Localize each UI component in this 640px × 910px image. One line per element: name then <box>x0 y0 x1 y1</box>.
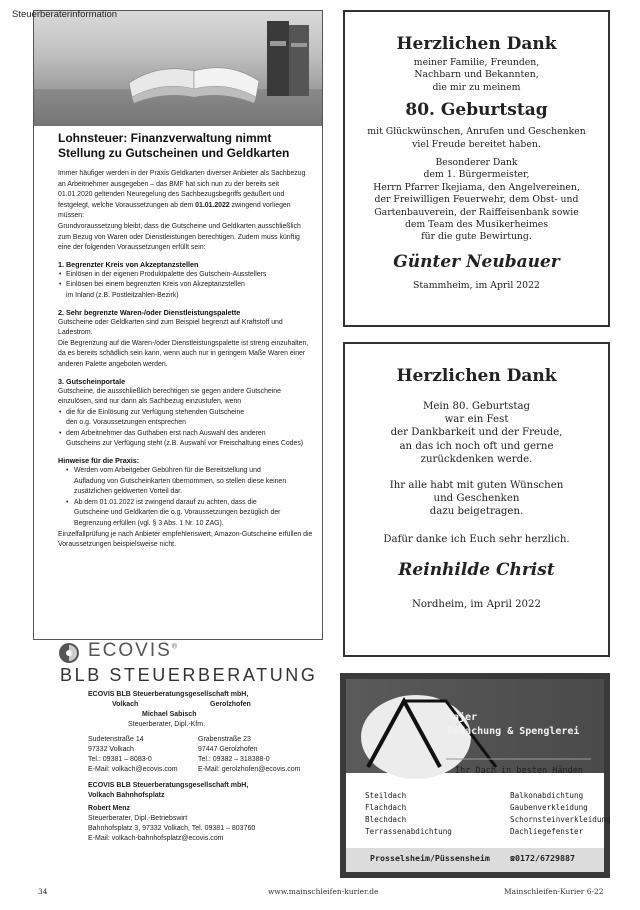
dank1-line: Nachbarn und Bekannten, <box>414 69 539 81</box>
intro-date: 01.01.2022 <box>195 201 230 209</box>
section-1-title: 1. Begrenzter Kreis von Akzeptanzstellen <box>58 259 199 269</box>
company-name-2: ECOVIS BLB Steuerberatungsgesellschaft mbH, <box>88 782 249 789</box>
location-gerolzhofen: Gerolzhofen <box>210 701 251 708</box>
section-1-bullet-1: • Einlösen in der eigenen Produktpalette des Gutschein-Ausstellers <box>58 270 313 281</box>
hajer-company-name: Hajer Bedachung & Spenglerei <box>447 712 580 737</box>
contact-person-2-address: Bahnhofsplatz 3, 97332 Volkach, Tel. 09381 – 803760 <box>88 825 256 832</box>
tax-header-image <box>34 11 322 126</box>
service-item: Steildach <box>365 791 407 800</box>
blb-steuerberatung-title: BLB STEUERBERATUNG <box>60 665 318 685</box>
service-item: Schornsteinverkleidung <box>510 815 611 824</box>
hajer-services-left <box>365 790 452 838</box>
dank2-line: an das ich noch oft und gerne <box>399 440 554 452</box>
hint-bullet-1: • Werden vom Arbeitgeber Gebühren für die Bereitstellung und <box>58 466 313 477</box>
service-item: Gaubenverkleidung <box>510 803 588 812</box>
tax-intro-2: Grundvoraussetzung bleibt, dass die Gutscheine und Geldkarten ausschließlich zum Bezug von Waren oder Dienstleistungen berechtigen. Zudem muss künftig eine der folgenden Voraussetzungen erfüllt sein: <box>58 222 301 252</box>
dank1-line: Besonderer Dank <box>435 157 518 169</box>
dank2-line: dazu beigetragen. <box>429 506 524 518</box>
footer-url[interactable]: www.mainschleifen-kurier.de <box>268 887 379 896</box>
hint-bullet-2: • Ab dem 01.01.2022 ist zwingend darauf zu achten, dass die <box>58 498 313 509</box>
dank2-title: Herzlichen Dank <box>396 366 557 386</box>
dank2-line: der Dankbarkeit und der Freude, <box>390 427 563 439</box>
hint-bullet-1-cont: Aufladung von Gutscheinkarten übernommen, so stellen diese keinen zusätzlichen geldwerten Vorteil dar. <box>74 477 287 496</box>
section-1-bullet-2: • Einlösen bei einem begrenzten Kreis von Akzeptanzstellen <box>58 280 313 291</box>
dank1-line: für die gute Bewirtung. <box>421 231 532 243</box>
location-volkach: Volkach <box>112 701 139 708</box>
dank2-place-date: Nordheim, im April 2022 <box>411 598 541 610</box>
tax-header-label: Steuerberaterinformation <box>12 9 118 20</box>
footer-issue: Mainschleifen-Kurier 6-22 <box>504 887 604 896</box>
service-item: Flachdach <box>365 803 407 812</box>
addr1-street: Sudetenstraße 14 <box>88 736 144 743</box>
section-2-para-2: Die Begrenzung auf die Waren-/oder Dienstleistungspalette ist streng einzuhalten, da es bereits schädlich sein kann, wenn auch nur in geringem Maße Waren einer anderen Palette angeboten werden. <box>58 339 309 368</box>
addr2-email[interactable]: E-Mail: gerolzhofen@ecovis.com <box>198 766 301 773</box>
addr1-tel: Tel.: 09381 – 8083-0 <box>88 756 152 763</box>
dank2-line: zurückdenken werde. <box>420 453 533 465</box>
ecovis-logo-text: ECOVIS® <box>88 640 179 661</box>
section-3-para: Gutscheine, die ausschließlich berechtigen sie gegen andere Gutscheine einzulösen, sind nur dann als Sachbezug einzustufen, wenn <box>58 387 281 406</box>
dank1-line: meiner Familie, Freunden, <box>413 57 540 68</box>
contact-person-2-title: Steuerberater, Dipl.-Betriebswirt <box>88 815 188 822</box>
addr2-street: Grabenstraße 23 <box>198 736 251 743</box>
section-2-para-1: Gutscheine oder Geldkarten sind zum Beispiel begrenzt auf Kraftstoff und Ladestrom. <box>58 318 283 337</box>
thank-you-notice-2 <box>343 342 610 657</box>
dank2-line: Dafür danke ich Euch sehr herzlich. <box>383 533 570 545</box>
hint-bullet-2-cont: Gutscheine und Geldkarten die o.g. Voraussetzungen bezüglich der Begrenzung erfüllen (vgl. § 3 Abs. 1 Nr. 10 ZAG). <box>74 509 281 528</box>
section-2-title: 2. Sehr begrenzte Waren-/oder Dienstleistungspalette <box>58 307 241 317</box>
service-item: Blechdach <box>365 815 407 824</box>
thank-you-notice-1 <box>343 10 610 327</box>
dank1-signature-name: Günter Neubauer <box>393 251 560 272</box>
contact-person-1: Michael Sabisch <box>142 711 197 718</box>
dank2-line: war ein Fest <box>444 414 509 426</box>
addr1-email[interactable]: E-Mail: volkach@ecovis.com <box>88 766 178 773</box>
tax-article <box>58 131 313 551</box>
section-3-bullet-1: • die für die Einlösung zur Verfügung stehenden Gutscheine <box>58 408 313 419</box>
dank1-line: der Freiwilligen Feuerwehr, dem Obst- und <box>374 194 579 206</box>
dank1-title: Herzlichen Dank <box>396 34 557 54</box>
phone-icon: ☎ <box>510 853 515 863</box>
ecovis-contact-block <box>88 690 308 844</box>
dank1-line: Herrn Pfarrer Ikejiama, den Angelvereinen, <box>373 181 580 193</box>
tax-closing: Einzelfallprüfung je nach Anbieter empfehlenswert, Amazon-Gutscheine erfüllen die Voraussetzungen beispielsweise nicht. <box>58 530 313 549</box>
dank1-place-date: Stammheim, im April 2022 <box>413 279 540 291</box>
page-number: 34 <box>38 887 48 896</box>
company-name: ECOVIS BLB Steuerberatungsgesellschaft mbH, <box>88 691 249 698</box>
dank1-line: dem 1. Bürgermeister, <box>423 169 530 181</box>
books-illustration <box>34 11 322 126</box>
dank1-birthday: 80. Geburtstag <box>405 100 548 121</box>
addr2-tel: Tel.: 09382 – 318388-0 <box>198 756 270 763</box>
service-item: Dachliegefenster <box>510 827 584 836</box>
hajer-services-right <box>510 790 611 838</box>
section-3-title: 3. Gutscheinportale <box>58 376 126 386</box>
tax-headline: Lohnsteuer: Finanzverwaltung nimmt Stellung zu Gutscheinen und Geldkarten <box>58 131 290 160</box>
contact-person-1-title: Steuerberater, Dipl.-Kfm. <box>128 721 206 728</box>
dank1-line: mit Glückwünschen, Anrufen und Geschenken <box>367 126 586 138</box>
hints-title: Hinweise für die Praxis: <box>58 456 140 466</box>
section-3-bullet-1-cont: den o.g. Voraussetzungen entsprechen <box>66 419 186 427</box>
dank2-line: Mein 80. Geburtstag <box>422 401 531 412</box>
dank2-signature-name: Reinhilde Christ <box>398 559 555 580</box>
section-3-bullet-2-cont: Gutscheins zur Verfügung steht (z.B. Auswahl vor Freischaltung eines Codes) <box>66 440 304 448</box>
hajer-slogan: Ihr Dach in besten Händen <box>455 766 583 776</box>
dank1-line: viel Freude bereitet haben. <box>412 138 541 150</box>
dank2-line: und Geschenken <box>433 493 520 505</box>
dank1-line: die mir zu meinem <box>432 81 521 93</box>
addr2-city: 97447 Gerolzhofen <box>198 746 258 753</box>
company-2-location: Volkach Bahnhofsplatz <box>88 792 165 799</box>
hajer-phone[interactable]: ☎0172/6729887 <box>510 853 575 863</box>
dank1-line: Gartenbauverein, der Raiffeisenbank sowie <box>374 206 579 218</box>
tax-intro: Immer häufiger werden in der Praxis Geldkarten diverser Anbieter als Sachbezug an Arbeitnehmer ausgegeben – das BMF hat sich nun zu der bereits seit 01.01.2020 geltenden Neuregelung des Sachbezugsbegriffs geäußert und festgelegt, welche Voraussetzungen ab dem 01.01.2022 zwingend vorliegen müssen: <box>58 170 306 220</box>
contact-person-2-email[interactable]: E-Mail: volkach-bahnhofsplatz@ecovis.com <box>88 835 224 842</box>
dank1-line: dem Team des Musikerheimes <box>404 219 549 231</box>
ecovis-logo-icon <box>58 642 84 664</box>
addr1-city: 97332 Volkach <box>88 746 134 753</box>
section-1-bullet-2-cont: im Inland (z.B. Postleitzahlen-Bezirk) <box>66 291 179 299</box>
section-3-bullet-2: • dem Arbeitnehmer das Guthaben erst nach Auswahl des anderen <box>58 429 313 440</box>
dank2-line: Ihr alle habt mit guten Wünschen <box>389 480 564 492</box>
hajer-location: Prosselsheim/Püssensheim <box>370 853 490 863</box>
contact-person-2: Robert Menz <box>88 805 130 812</box>
service-item: Terrassenabdichtung <box>365 827 452 836</box>
service-item: Balkonabdichtung <box>510 791 584 800</box>
